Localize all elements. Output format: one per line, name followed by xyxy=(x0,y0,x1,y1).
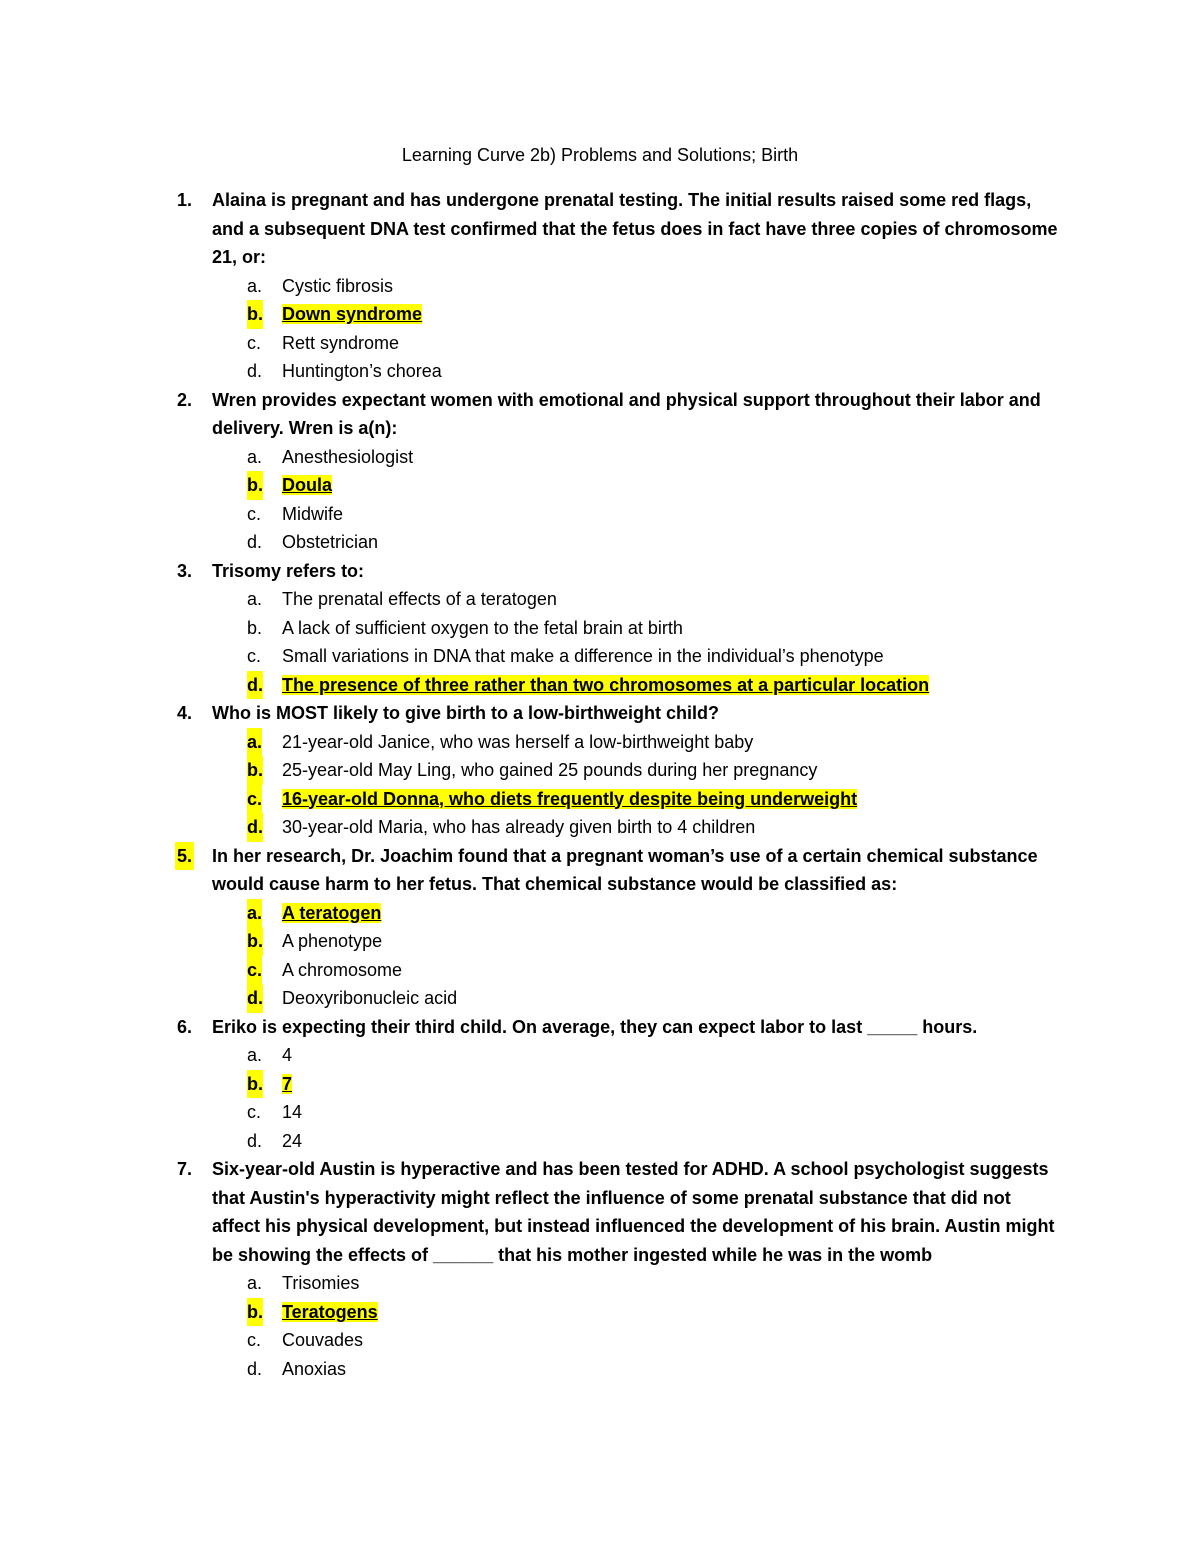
option-b-correct xyxy=(212,471,1060,500)
option-c xyxy=(212,1326,1060,1355)
option-b-correct xyxy=(212,1070,1060,1099)
option-list xyxy=(212,1269,1060,1383)
option-text: Huntington’s chorea xyxy=(282,361,442,381)
document-title: Learning Curve 2b) Problems and Solutions; Birth xyxy=(401,145,799,165)
question-text: Wren provides expectant women with emotional and physical support throughout their labor and delivery. Wren is a(n): xyxy=(212,389,1041,438)
option-letter: c. xyxy=(247,646,262,666)
question-2 xyxy=(0,386,1200,557)
question-text: Eriko is expecting their third child. On average, they can expect labor to last _____ hours. xyxy=(212,1016,978,1037)
option-text: Cystic fibrosis xyxy=(282,275,394,296)
option-b xyxy=(212,756,1060,785)
option-letter: b. xyxy=(247,471,263,500)
option-text: Anoxias xyxy=(282,1358,347,1379)
option-list xyxy=(212,272,1060,386)
question-5 xyxy=(0,842,1200,1013)
question-3 xyxy=(0,557,1200,700)
question-1 xyxy=(0,186,1200,386)
option-d-correct xyxy=(212,671,1060,700)
option-text: 21-year-old Janice, who was herself a low-birthweight baby xyxy=(282,731,754,752)
option-d xyxy=(212,357,1060,386)
option-b-correct xyxy=(212,300,1060,329)
question-text: In her research, Dr. Joachim found that a pregnant woman’s use of a certain chemical substance would cause harm to her fetus. That chemical substance would be classified as: xyxy=(212,845,1038,894)
option-a xyxy=(212,585,1060,614)
option-text: A phenotype xyxy=(282,931,383,951)
option-letter: b. xyxy=(247,1070,263,1099)
correct-answer-text: 16-year-old Donna, who diets frequently despite being underweight xyxy=(282,788,858,809)
option-text: Obstetrician xyxy=(282,532,379,552)
option-text: 30-year-old Maria, who has already given birth to 4 children xyxy=(282,817,756,837)
question-4 xyxy=(0,699,1200,842)
option-d xyxy=(212,528,1060,557)
question-number: 4. xyxy=(177,703,193,723)
option-b xyxy=(212,927,1060,956)
option-a xyxy=(212,1041,1060,1070)
question-list xyxy=(0,186,1200,1383)
option-letter: c. xyxy=(247,785,262,814)
question-number: 6. xyxy=(177,1016,193,1037)
option-letter: d. xyxy=(247,361,263,381)
option-letter: b. xyxy=(247,756,263,785)
option-letter: c. xyxy=(247,956,262,985)
option-letter: a. xyxy=(247,899,262,928)
option-letter: b. xyxy=(247,300,263,329)
correct-answer-text: The presence of three rather than two chromosomes at a particular location xyxy=(282,674,930,695)
option-list xyxy=(212,1041,1060,1155)
correct-answer-text: A teratogen xyxy=(282,902,382,923)
option-c xyxy=(212,1098,1060,1127)
correct-answer-text: Down syndrome xyxy=(282,304,423,324)
option-a xyxy=(212,1269,1060,1298)
question-text: Who is MOST likely to give birth to a low-birthweight child? xyxy=(212,703,720,723)
option-c xyxy=(212,956,1060,985)
option-text: A lack of sufficient oxygen to the fetal brain at birth xyxy=(282,617,683,638)
option-letter: a. xyxy=(247,275,263,296)
option-letter: b. xyxy=(247,617,263,638)
question-number: 5. xyxy=(175,842,194,871)
correct-answer-text: 7 xyxy=(282,1073,293,1094)
option-b-correct xyxy=(212,1298,1060,1327)
option-text: Trisomies xyxy=(282,1273,360,1293)
option-letter: b. xyxy=(247,927,263,956)
option-a xyxy=(212,272,1060,301)
option-text: A chromosome xyxy=(282,959,403,980)
option-d xyxy=(212,1127,1060,1156)
option-c xyxy=(212,500,1060,529)
question-text: Trisomy refers to: xyxy=(212,560,365,581)
option-d xyxy=(212,813,1060,842)
correct-answer-text: Doula xyxy=(282,475,333,495)
question-text: Six-year-old Austin is hyperactive and has been tested for ADHD. A school psychologist suggests that Austin's hyperactivity might reflect the influence of some prenatal substance that did not affect his physical development, but instead influenced the development of his brain. Austin might be showing the effects of ______ that his mother ingested while he was in the womb xyxy=(212,1159,1055,1265)
option-text: The prenatal effects of a teratogen xyxy=(282,589,557,609)
option-letter: a. xyxy=(247,589,263,609)
option-letter: a. xyxy=(247,728,262,757)
question-number: 7. xyxy=(177,1159,193,1179)
option-letter: c. xyxy=(247,332,262,353)
question-number: 3. xyxy=(177,560,193,581)
option-letter: d. xyxy=(247,532,263,552)
option-a xyxy=(212,443,1060,472)
option-letter: d. xyxy=(247,671,263,700)
option-letter: c. xyxy=(247,1330,262,1350)
option-list xyxy=(212,899,1060,1013)
option-text: Midwife xyxy=(282,503,344,524)
option-letter: d. xyxy=(247,1358,263,1379)
question-6 xyxy=(0,1013,1200,1156)
option-d xyxy=(212,1355,1060,1384)
option-list xyxy=(212,728,1060,842)
option-text: Small variations in DNA that make a difference in the individual’s phenotype xyxy=(282,646,884,666)
option-c-correct xyxy=(212,785,1060,814)
option-text: 14 xyxy=(282,1102,303,1122)
option-text: 4 xyxy=(282,1045,293,1065)
question-number: 2. xyxy=(177,389,193,410)
option-letter: a. xyxy=(247,1273,263,1293)
option-c xyxy=(212,329,1060,358)
option-text: Anesthesiologist xyxy=(282,446,414,467)
option-letter: c. xyxy=(247,1102,262,1122)
option-d xyxy=(212,984,1060,1013)
option-letter: c. xyxy=(247,503,262,524)
option-text: Couvades xyxy=(282,1330,364,1350)
option-list xyxy=(212,585,1060,699)
question-number: 1. xyxy=(177,190,193,210)
option-text: Deoxyribonucleic acid xyxy=(282,988,458,1008)
option-text: 25-year-old May Ling, who gained 25 pounds during her pregnancy xyxy=(282,760,818,780)
option-letter: a. xyxy=(247,446,263,467)
option-text: Rett syndrome xyxy=(282,332,400,353)
option-letter: d. xyxy=(247,813,263,842)
option-c xyxy=(212,642,1060,671)
option-a-correct xyxy=(212,899,1060,928)
option-letter: d. xyxy=(247,1130,263,1151)
option-b xyxy=(212,614,1060,643)
option-letter: a. xyxy=(247,1045,263,1065)
option-text: 24 xyxy=(282,1130,303,1151)
option-list xyxy=(212,443,1060,557)
question-text: Alaina is pregnant and has undergone prenatal testing. The initial results raised some red flags, and a subsequent DNA test confirmed that the fetus does in fact have three copies of chromosome 21, or: xyxy=(212,190,1058,267)
option-a xyxy=(212,728,1060,757)
option-letter: d. xyxy=(247,984,263,1013)
option-letter: b. xyxy=(247,1298,263,1327)
question-7 xyxy=(0,1155,1200,1383)
correct-answer-text: Teratogens xyxy=(282,1301,378,1322)
